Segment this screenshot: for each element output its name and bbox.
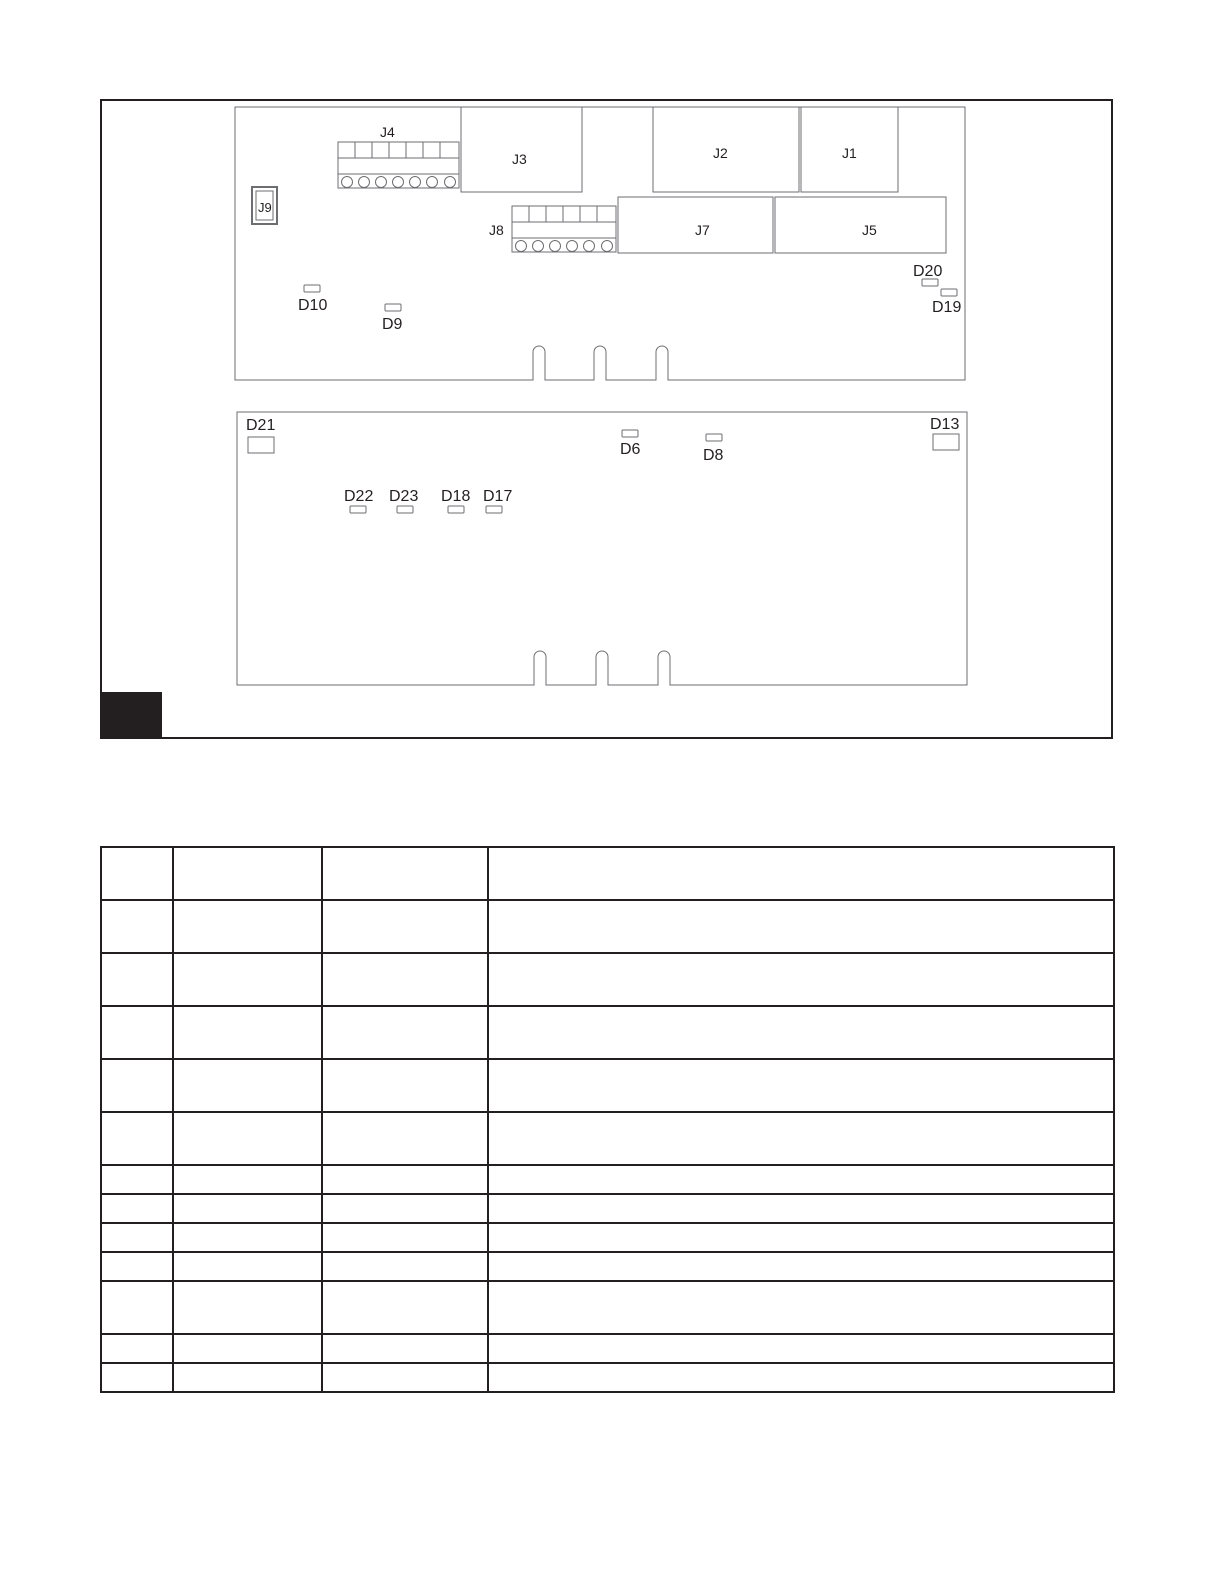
table-cell bbox=[173, 1223, 322, 1252]
j3-label: J3 bbox=[512, 151, 527, 167]
table-cell bbox=[101, 1165, 173, 1194]
table-row bbox=[101, 1334, 1114, 1363]
d20-label: D20 bbox=[913, 263, 943, 280]
j4-terminal-block bbox=[338, 142, 459, 188]
table-cell bbox=[322, 1059, 488, 1112]
d19-label: D19 bbox=[932, 299, 962, 316]
table-cell bbox=[173, 1281, 322, 1334]
d22-led bbox=[350, 506, 366, 513]
table-row bbox=[101, 1112, 1114, 1165]
table-row bbox=[101, 1281, 1114, 1334]
d10-led bbox=[304, 285, 320, 292]
table-cell bbox=[101, 1334, 173, 1363]
table-cell bbox=[101, 1006, 173, 1059]
table-cell bbox=[101, 1223, 173, 1252]
table-cell bbox=[488, 847, 1114, 900]
table-cell bbox=[322, 847, 488, 900]
table-cell bbox=[173, 1059, 322, 1112]
corner-tab bbox=[101, 692, 162, 738]
table-row bbox=[101, 1059, 1114, 1112]
d18-label: D18 bbox=[441, 488, 471, 505]
table-cell bbox=[173, 1194, 322, 1223]
table-cell bbox=[101, 1281, 173, 1334]
d9-label: D9 bbox=[382, 316, 403, 333]
j5-connector bbox=[775, 197, 946, 253]
table-row bbox=[101, 1194, 1114, 1223]
d21-led bbox=[248, 437, 274, 453]
table-row bbox=[101, 1006, 1114, 1059]
table-cell bbox=[173, 847, 322, 900]
lower-board-outline bbox=[237, 412, 967, 685]
d18-led bbox=[448, 506, 464, 513]
table-row bbox=[101, 847, 1114, 900]
table-cell bbox=[173, 1252, 322, 1281]
table-cell bbox=[173, 1112, 322, 1165]
table-cell bbox=[322, 1334, 488, 1363]
d6-led bbox=[622, 430, 638, 437]
table-cell bbox=[322, 1194, 488, 1223]
d8-label: D8 bbox=[703, 447, 724, 464]
j4-label: J4 bbox=[380, 124, 395, 140]
table-cell bbox=[322, 1363, 488, 1392]
table-cell bbox=[488, 1363, 1114, 1392]
d6-label: D6 bbox=[620, 441, 641, 458]
board-layout-figure bbox=[0, 0, 1224, 760]
table-cell bbox=[101, 900, 173, 953]
table-cell bbox=[322, 1165, 488, 1194]
table-cell bbox=[101, 1059, 173, 1112]
table-cell bbox=[322, 1223, 488, 1252]
table-cell bbox=[488, 1059, 1114, 1112]
d17-label: D17 bbox=[483, 488, 513, 505]
table-row bbox=[101, 900, 1114, 953]
d21-label: D21 bbox=[246, 417, 276, 434]
d20-led bbox=[922, 279, 938, 286]
table-cell bbox=[322, 1281, 488, 1334]
table-cell bbox=[488, 1252, 1114, 1281]
table-cell bbox=[101, 1252, 173, 1281]
table-row bbox=[101, 1223, 1114, 1252]
table-cell bbox=[488, 1194, 1114, 1223]
table-cell bbox=[488, 1112, 1114, 1165]
j1-label: J1 bbox=[842, 145, 857, 161]
table-cell bbox=[322, 1112, 488, 1165]
d17-led bbox=[486, 506, 502, 513]
table-cell bbox=[173, 1006, 322, 1059]
j8-label: J8 bbox=[489, 222, 504, 238]
spec-table bbox=[100, 846, 1115, 1393]
j7-label: J7 bbox=[695, 222, 710, 238]
table-row bbox=[101, 1165, 1114, 1194]
table-cell bbox=[488, 1281, 1114, 1334]
j9-label: J9 bbox=[258, 200, 272, 215]
table-cell bbox=[101, 1194, 173, 1223]
table-cell bbox=[173, 1165, 322, 1194]
table-cell bbox=[173, 1334, 322, 1363]
table-cell bbox=[101, 953, 173, 1006]
d22-label: D22 bbox=[344, 488, 374, 505]
table-cell bbox=[488, 1334, 1114, 1363]
table-cell bbox=[101, 1363, 173, 1392]
table-cell bbox=[322, 1006, 488, 1059]
table-cell bbox=[488, 1223, 1114, 1252]
d23-label: D23 bbox=[389, 488, 419, 505]
d8-led bbox=[706, 434, 722, 441]
d19-led bbox=[941, 289, 957, 296]
d23-led bbox=[397, 506, 413, 513]
table-cell bbox=[488, 900, 1114, 953]
table-cell bbox=[173, 1363, 322, 1392]
table-cell bbox=[173, 900, 322, 953]
table-cell bbox=[101, 1112, 173, 1165]
table-row bbox=[101, 1252, 1114, 1281]
d10-label: D10 bbox=[298, 297, 328, 314]
table-cell bbox=[488, 1165, 1114, 1194]
lower-board bbox=[237, 412, 967, 685]
j5-label: J5 bbox=[862, 222, 877, 238]
d9-led bbox=[385, 304, 401, 311]
table-cell bbox=[322, 900, 488, 953]
table-row bbox=[101, 1363, 1114, 1392]
spec-table-container bbox=[100, 846, 1113, 1418]
d13-led bbox=[933, 434, 959, 450]
table-cell bbox=[488, 1006, 1114, 1059]
j8-terminal-block bbox=[512, 206, 616, 252]
table-cell bbox=[322, 1252, 488, 1281]
table-cell bbox=[488, 953, 1114, 1006]
table-row bbox=[101, 953, 1114, 1006]
table-cell bbox=[173, 953, 322, 1006]
table-cell bbox=[322, 953, 488, 1006]
j2-label: J2 bbox=[713, 145, 728, 161]
j3-connector bbox=[461, 107, 582, 192]
d13-label: D13 bbox=[930, 416, 960, 433]
spec-table-body bbox=[101, 847, 1114, 1392]
table-cell bbox=[101, 847, 173, 900]
